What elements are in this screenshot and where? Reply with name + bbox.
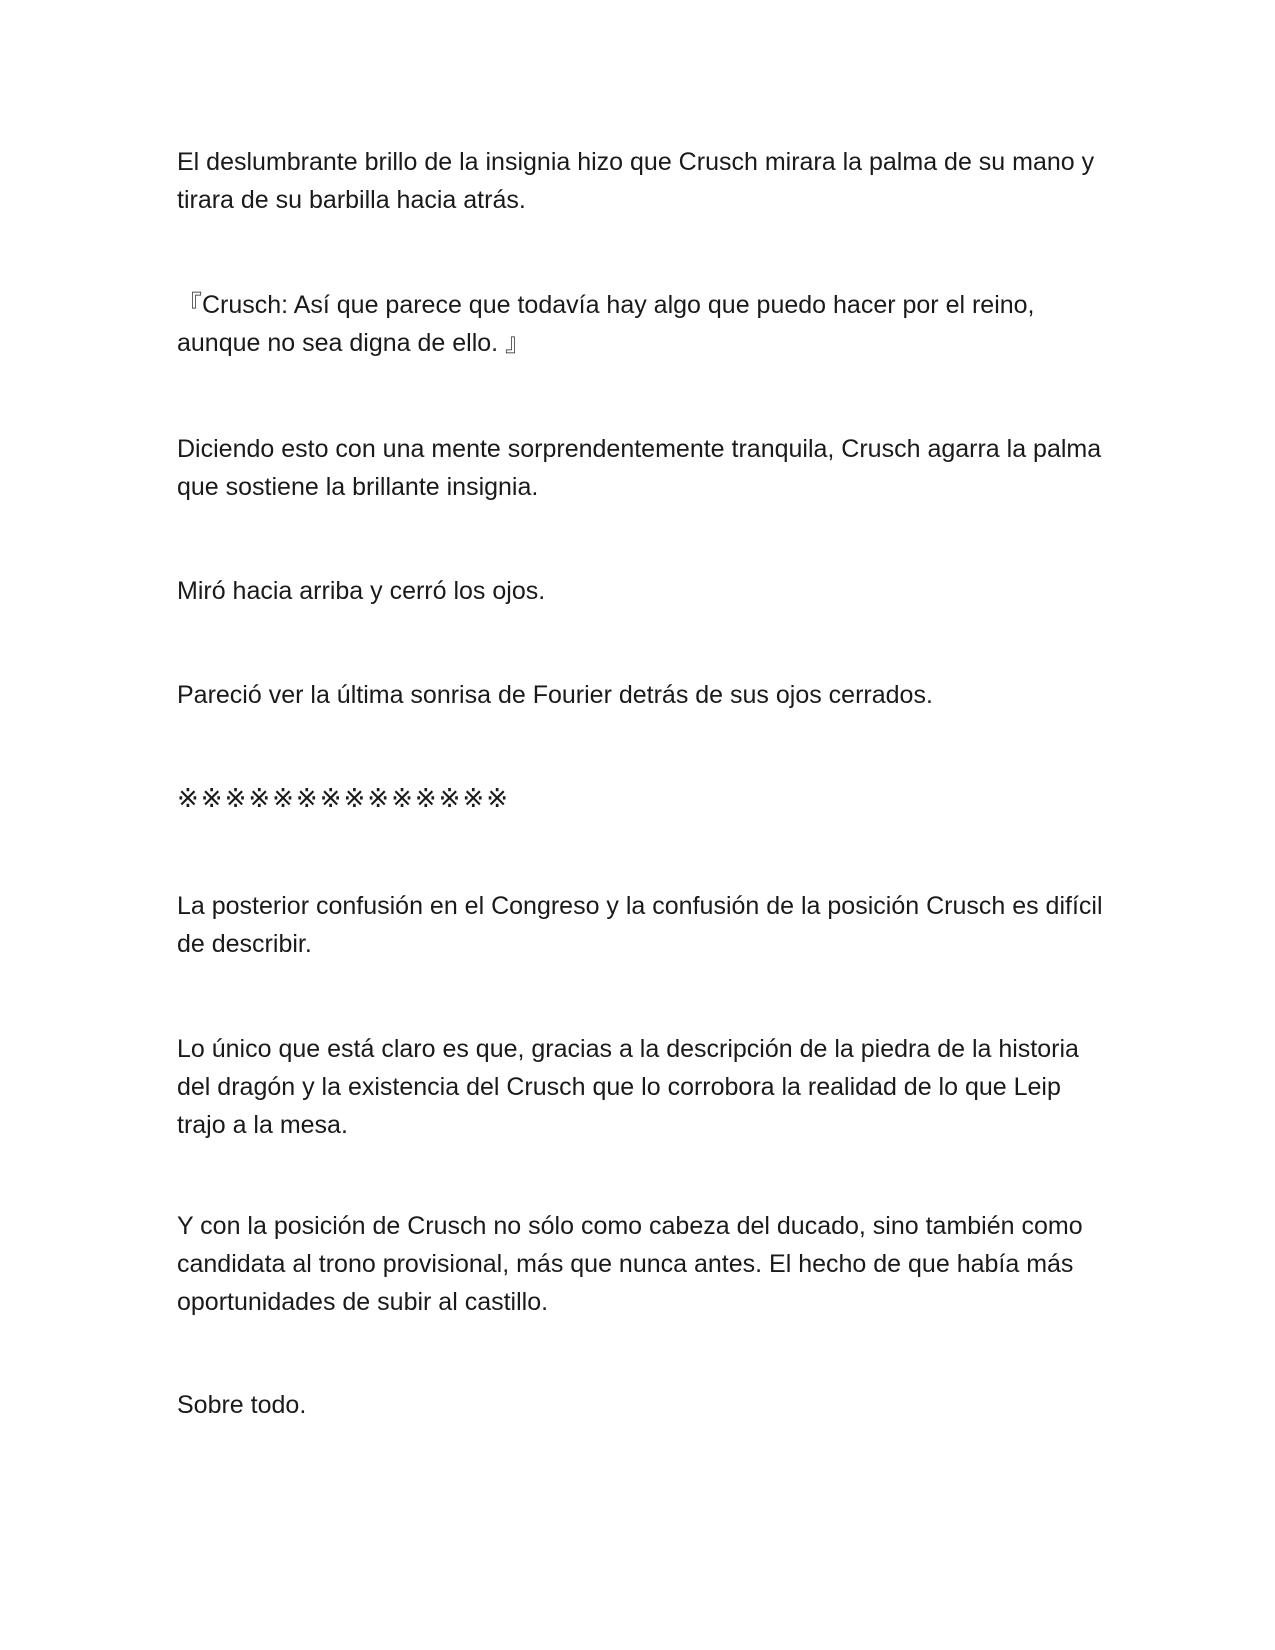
paragraph-8: Y con la posición de Crusch no sólo como cabeza del ducado, sino también como candidata al trono provisional, más que nunca antes. El hecho de que había más oportunidades de subir al castillo. [177,1212,1090,1316]
paragraph-1: El deslumbrante brillo de la insignia hizo que Crusch mirara la palma de su mano y tirara de su barbilla hacia atrás. [177,148,1102,214]
paragraph-2-dialogue: 『Crusch: Así que parece que todavía hay algo que puedo hacer por el reino, aunque no sea digna de ello. 』 [177,291,1042,357]
paragraph-7: Lo único que está claro es que, gracias a la descripción de la piedra de la historia del dragón y la existencia del Crusch que lo corrobora la realidad de lo que Leip trajo a la mesa. [177,1035,1086,1139]
section-separator: ※※※※※※※※※※※※※※ [177,784,510,814]
paragraph-6: La posterior confusión en el Congreso y la confusión de la posición Crusch es difícil de describir. [177,892,1110,958]
paragraph-3: Diciendo esto con una mente sorprendentemente tranquila, Crusch agarra la palma que sostiene la brillante insignia. [177,435,1109,501]
paragraph-4: Miró hacia arriba y cerró los ojos. [177,577,546,605]
paragraph-9: Sobre todo. [177,1391,307,1419]
paragraph-5: Pareció ver la última sonrisa de Fourier detrás de sus ojos cerrados. [177,681,933,709]
